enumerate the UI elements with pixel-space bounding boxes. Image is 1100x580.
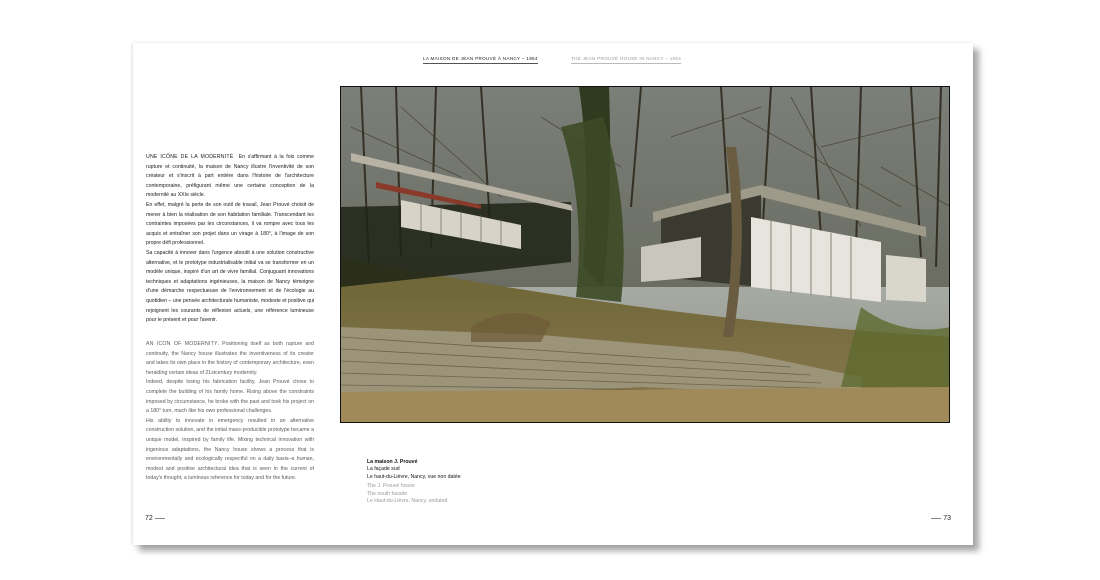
english-paragraph: AN ICON OF MODERNITY. Positioning itself as both rupture and continuity, the Nancy house illustrates the inventiveness of its creator and takes its own place in the history of contemporary architecture, even heralding certain ideas of 21stcentury modernity. — [146, 341, 315, 376]
caption-french — [367, 459, 461, 481]
running-head-french: LA MAISON DE JEAN PROUVÉ À NANCY – 1954 — [423, 56, 538, 64]
french-paragraph: En effet, malgré la perte de son outil de travail, Jean Prouvé choisit de mener à bien la réalisation de son habitation familiale. Transcendant les contraintes imposées par les circonstances, il va rompre avec tous les acquis et entraîner son projet dans un virage à 180°, à l'image de son propre défi professionnel. — [146, 201, 314, 247]
english-lead: AN ICON OF MODERNITY — [146, 341, 218, 347]
folio-text: 73 — [943, 515, 951, 522]
house-photograph — [340, 86, 950, 423]
caption-line: Le Haut-du-Lièvre, Nancy, undated — [367, 498, 448, 505]
caption-title: La maison J. Prouvé — [367, 459, 418, 465]
photo-caption — [367, 459, 461, 505]
english-paragraph: Indeed, despite losing his fabrication facility, Jean Prouvé chose to complete the building of his family home. Rising above the constraints imposed by circumstance, he broke with the past and took his project on a 180° turn, much like his own professional challenges. — [146, 379, 314, 415]
french-paragraph: Sa capacité à innover dans l'urgence aboutit à une solution constructive alternative, et le prototype industrialisable initial va se transformer en un modèle unique, inspiré d'un art de vivre familial. Conjuguant innovations techniques et adaptations ingénieuses, la maison de Nancy témoigne d'une démarche respectueuse de l'environnement et de l'écologie au quotidien – une pensée architecturale humaniste, modeste et positive qui rejoignent les courants de réflexion actuels, une référence lumineuse pour le présent et pour l'avenir. — [146, 249, 314, 324]
english-text-column — [146, 340, 314, 484]
english-paragraph: His ability to innovate in emergency resulted in an alternative construction solution, and the initial mass-producible prototype became a unique model, inspired by family life. Mixing technical innovation with ingenious adaptations, the Nancy house shows a process that is environmentally and ecologically respectful on a daily basis–a human, modest and positive architectural idea that is seen in the current of today's thought, a luminous reference for today and for the future. — [146, 417, 314, 482]
french-lead: UNE ICÔNE DE LA MODERNITÉ — [146, 154, 234, 160]
english-paragraph-text: Positioning itself as both rupture and continuity, the Nancy house illustrates the inventiveness of its creator and takes its own place in the history of contemporary architecture, even heralding certain ideas of 21stcentury modernity. — [146, 341, 315, 376]
french-paragraph — [146, 153, 314, 201]
folio-rule — [155, 518, 165, 519]
running-head-english: THE JEAN PROUVÉ HOUSE IN NANCY – 1954 — [571, 56, 681, 64]
french-text-column — [146, 153, 314, 326]
caption-english — [367, 483, 461, 505]
caption-line: La façade sud — [367, 466, 400, 473]
folio-text: 72 — [145, 515, 153, 522]
page-number-left — [145, 515, 167, 522]
book-spread — [133, 43, 973, 545]
caption-line: The J. Prouvé house — [367, 483, 415, 490]
folio-rule — [931, 518, 941, 519]
caption-line: The south facade — [367, 490, 408, 497]
french-paragraph-text: En s'affirmant à la fois comme rupture et continuité, la maison de Nancy illustre l'inventivité de son créateur et s'inscrit à part entière dans l'histoire de l'architecture contemporaine, préfigurant même une certaine conception de la modernité au XXIe siècle. — [146, 154, 314, 199]
caption-line: Le haut-du-Lièvre, Nancy, vue non datée — [367, 473, 461, 480]
page-number-right — [929, 515, 951, 522]
